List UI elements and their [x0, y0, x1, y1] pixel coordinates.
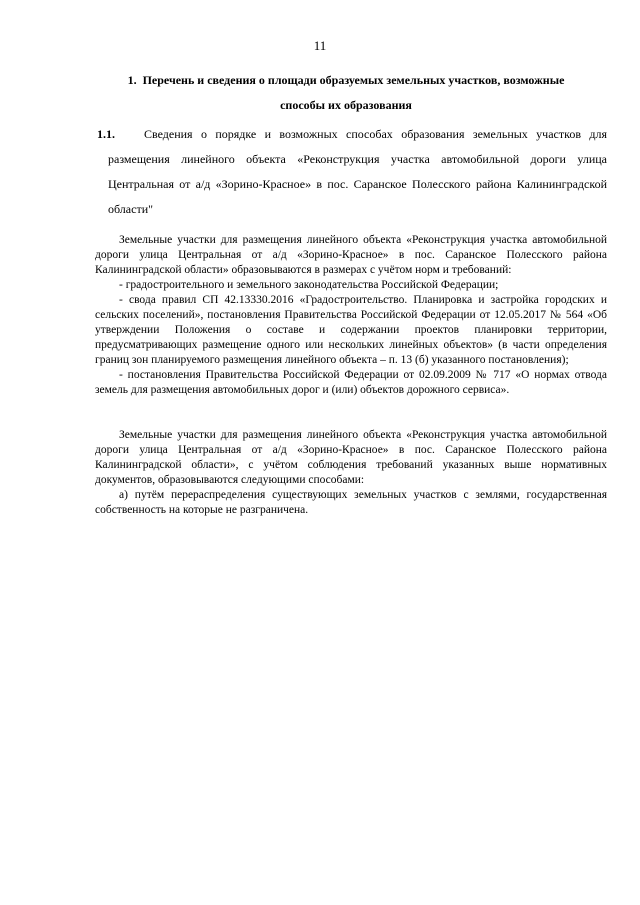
- list-item-resolution-717: - постановления Правительства Российской Федерации от 02.09.2009 № 717 «О нормах отвода земель для размещения автомобильных дорог и (или) объектов дорожного сервиса».: [95, 369, 607, 396]
- section-heading: [96, 68, 596, 118]
- list-item-legislation: - градостроительного и земельного законодательства Российской Федерации;: [119, 279, 499, 291]
- section-heading-line1: [96, 68, 596, 93]
- section-title-line2: способы их образования: [280, 98, 412, 112]
- body-block-requirements: [95, 233, 607, 398]
- body-block-methods: [95, 428, 607, 518]
- page-number: 11: [313, 38, 327, 53]
- paragraph-intro: Земельные участки для размещения линейного объекта «Реконструкция участка автомобильной дороги улица Центральная от а/д «Зорино-Красное» в пос. Саранское Полесского района Калининградской области» образовываются в размерах с учётом норм и требований:: [95, 234, 607, 276]
- section-number: 1.: [127, 73, 137, 87]
- list-item-method-a: а) путём перераспределения существующих земельных участков с землями, государственная собственность на которые не разграничена.: [95, 489, 607, 516]
- section-title-line1: Перечень и сведения о площади образуемых земельных участков, возможные: [142, 73, 565, 87]
- list-item-sp-rules: - свода правил СП 42.13330.2016 «Градостроительство. Планировка и застройка городских и сельских поселений», постановления Правительства Российской Федерации от 12.05.2017 № 564 «Об утверждении Положения о составе и содержании проектов планировки территории, предусматривающих размещение одного или нескольких линейных объектов» (в части определения границ зон планируемого размещения линейного объекта – п. 13 (б) указанного постановления);: [95, 294, 607, 366]
- paragraph-methods-intro: Земельные участки для размещения линейного объекта «Реконструкция участка автомобильной дороги улица Центральная от а/д «Зорино-Красное» в пос. Саранское Полесского района Калининградской области», с учётом соблюдения требований указанных выше нормативных документов, образовываются следующими способами:: [95, 429, 607, 486]
- subsection-title: Сведения о порядке и возможных способах образования земельных участков для размещения линейного объекта «Реконструкция участка автомобильной дороги улица Центральная от а/д «Зорино-Красное» в пос. Саранское Полесского района Калининградской области": [108, 127, 607, 216]
- subsection-number: 1.1.: [97, 127, 115, 141]
